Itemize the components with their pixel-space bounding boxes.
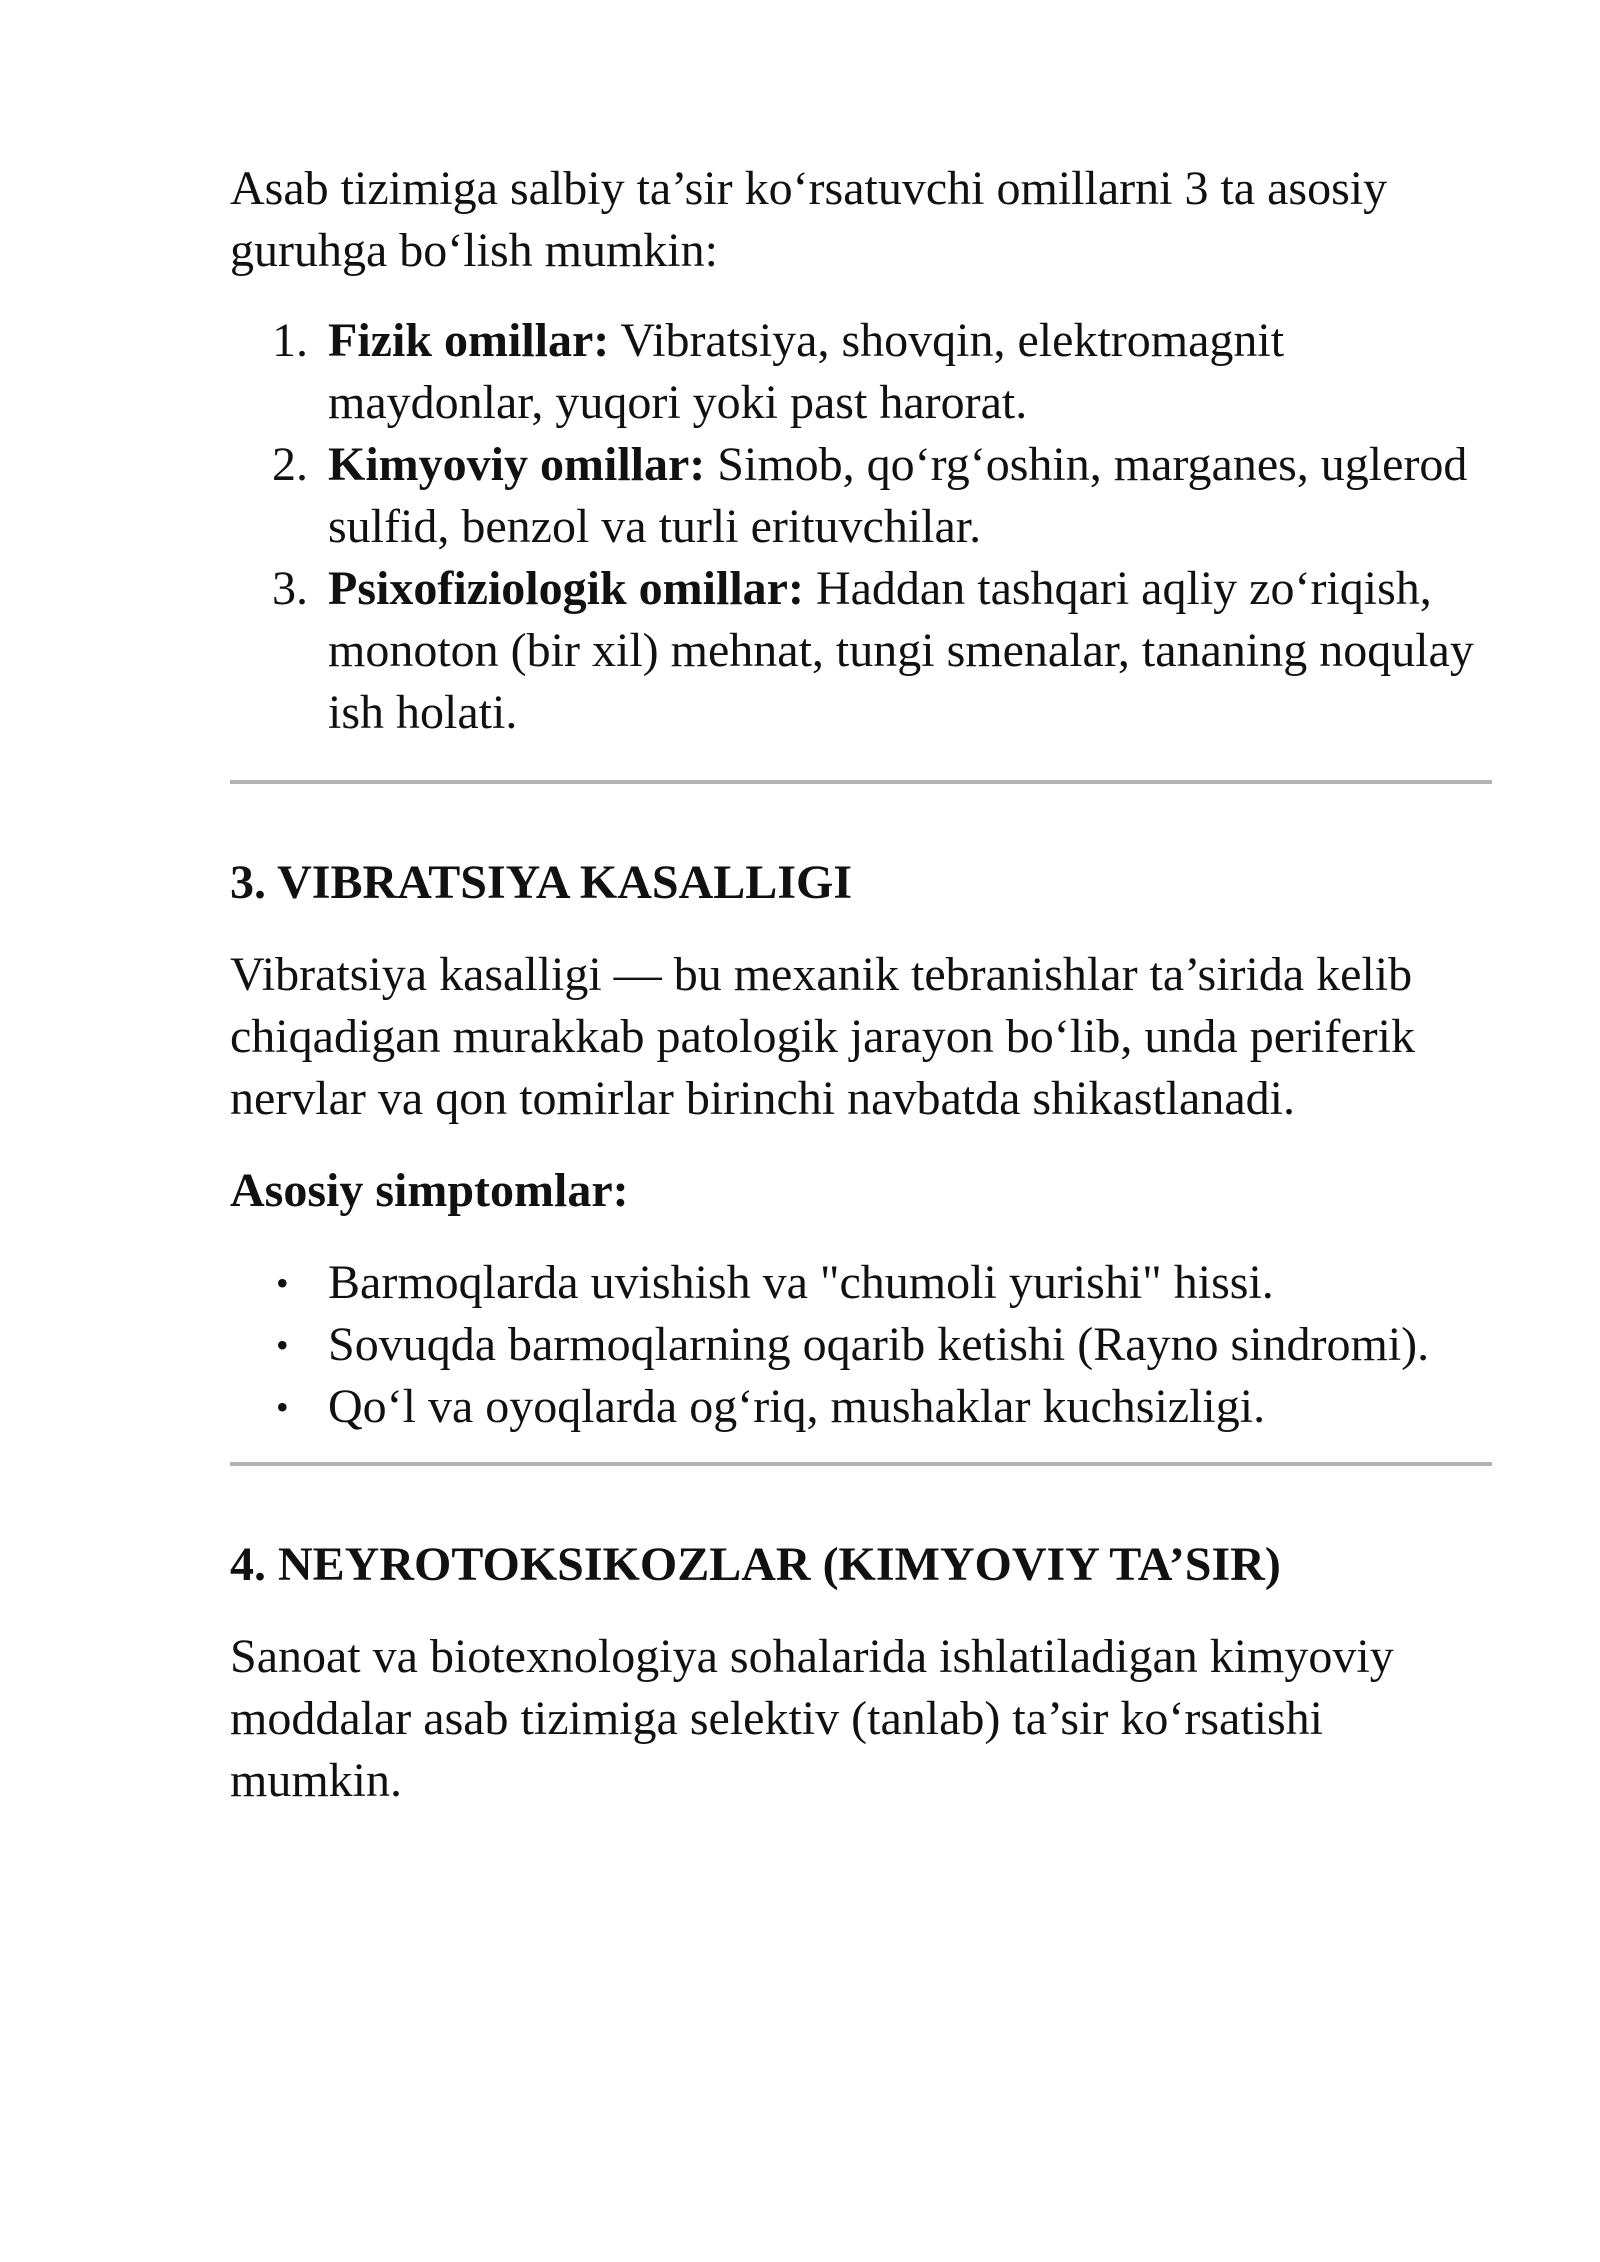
factor-label: Fizik omillar: xyxy=(328,314,610,367)
factor-text: Vibratsiya, shovqin, elektromagnit maydonlar, yuqori yoki past harorat. xyxy=(328,314,1285,429)
symptoms-list xyxy=(230,1252,1492,1438)
section-divider xyxy=(230,780,1492,784)
document-page xyxy=(230,158,1492,1812)
bullet-icon: • xyxy=(276,1263,289,1303)
symptom-text: Qo‘l va oyoqlarda og‘riq, mushaklar kuchsizligi. xyxy=(328,1380,1266,1433)
section-paragraph: Vibratsiya kasalligi — bu mexanik tebranishlar ta’sirida kelib chiqadigan murakkab patologik jarayon bo‘lib, unda periferik nervlar va qon tomirlar birinchi navbatda shikastlanadi. xyxy=(230,948,1415,1125)
intro-paragraph: Asab tizimiga salbiy ta’sir ko‘rsatuvchi omillarni 3 ta asosiy guruhga bo‘lish mumkin: xyxy=(230,162,1388,277)
factor-label: Kimyoviy omillar: xyxy=(328,438,706,491)
symptoms-heading: Asosiy simptomlar: xyxy=(230,1164,629,1217)
section-title: 3. VIBRATSIYA KASALLIGI xyxy=(230,856,853,909)
symptom-text: Sovuqda barmoqlarning oqarib ketishi (Rayno sindromi). xyxy=(328,1318,1430,1371)
factor-text: Haddan tashqari aqliy zo‘riqish, monoton (bir xil) mehnat, tungi smenalar, tananing noqulay ish holati. xyxy=(328,562,1474,739)
factors-list xyxy=(230,310,1492,744)
list-number: 2. xyxy=(272,438,308,491)
list-item xyxy=(230,558,1492,744)
list-item xyxy=(230,434,1492,558)
symptom-text: Barmoqlarda uvishish va "chumoli yurishi" hissi. xyxy=(328,1256,1274,1309)
list-item xyxy=(230,1376,1492,1438)
list-number: 1. xyxy=(272,314,308,367)
list-item xyxy=(230,310,1492,434)
factor-text: Simob, qo‘rg‘oshin, marganes, uglerod sulfid, benzol va turli erituvchilar. xyxy=(328,438,1468,553)
bullet-icon: • xyxy=(276,1325,289,1365)
section-divider xyxy=(230,1462,1492,1466)
list-number: 3. xyxy=(272,562,308,615)
factor-label: Psixofiziologik omillar: xyxy=(328,562,804,615)
bullet-icon: • xyxy=(276,1387,289,1427)
section-title: 4. NEYROTOKSIKOZLAR (KIMYOVIY TA’SIR) xyxy=(230,1538,1281,1591)
list-item xyxy=(230,1314,1492,1376)
section-paragraph: Sanoat va biotexnologiya sohalarida ishlatiladigan kimyoviy moddalar asab tizimiga selektiv (tanlab) ta’sir ko‘rsatishi mumkin. xyxy=(230,1630,1394,1807)
list-item xyxy=(230,1252,1492,1314)
